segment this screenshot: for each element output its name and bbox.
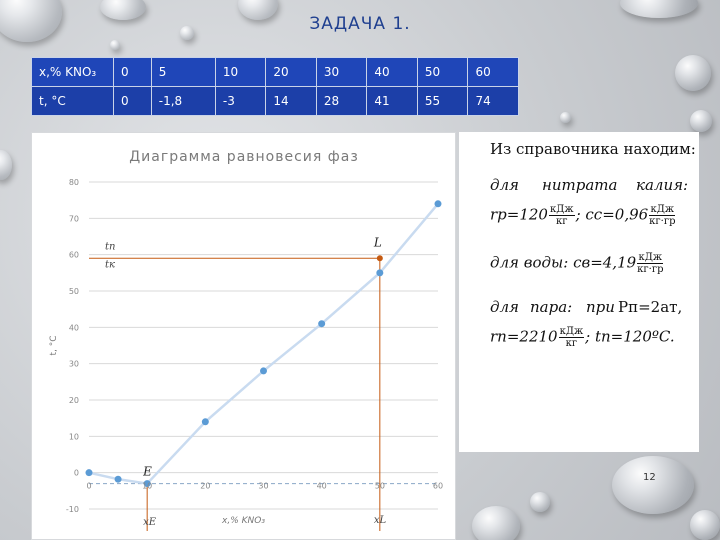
- chart-title: Диаграмма равновесия фаз: [129, 149, 359, 165]
- tk-label: tк: [105, 259, 115, 271]
- data-point: [318, 320, 325, 327]
- series-line: [89, 204, 438, 484]
- x-tick-label: 0: [86, 481, 92, 491]
- page-number: 12: [643, 472, 656, 483]
- table-cell: 0: [114, 87, 152, 116]
- table-cell: 50: [417, 58, 468, 87]
- text-fragment: rр=120: [490, 205, 548, 224]
- table-cell: 55: [417, 87, 468, 116]
- table-cell: 20: [266, 58, 317, 87]
- reference-panel: [459, 132, 699, 452]
- y-tick-label: -10: [65, 505, 79, 514]
- data-point: [202, 418, 209, 425]
- fraction-den: кг·гр: [649, 216, 676, 227]
- text-fragment: нитрата: [542, 176, 618, 194]
- fraction-den: кг: [556, 216, 568, 227]
- table-cell: 10: [215, 58, 266, 87]
- fraction: [637, 252, 663, 275]
- x-tick-label: 20: [200, 481, 211, 491]
- tn-label: tп: [105, 241, 116, 253]
- text-fragment: пара:: [530, 298, 573, 316]
- water-drop: [675, 55, 711, 91]
- fraction: [649, 204, 675, 227]
- water-drop: [530, 492, 550, 512]
- data-point: [260, 367, 267, 374]
- row-header: x,% KNO₃: [32, 58, 114, 87]
- fraction-num: кДж: [549, 204, 574, 215]
- data-table: [31, 57, 519, 116]
- reference-heading: Из справочника находим:: [490, 140, 696, 158]
- text-fragment: для: [490, 176, 519, 194]
- fraction: [549, 204, 575, 227]
- table-cell: 5: [151, 58, 215, 87]
- x-tick-label: 10: [142, 481, 153, 491]
- x-tick-label: 60: [432, 481, 444, 491]
- table-row: [32, 87, 519, 116]
- y-tick-label: 0: [73, 468, 79, 478]
- table-row: [32, 58, 519, 87]
- table-cell: -3: [215, 87, 266, 116]
- text-fragment: ; tп=120ºC.: [585, 327, 675, 346]
- slide-title: ЗАДАЧА 1.: [309, 14, 411, 34]
- water-drop: [690, 110, 712, 132]
- reference-line-water: [490, 252, 664, 275]
- x-tick-label: 40: [316, 481, 327, 491]
- data-point: [376, 269, 383, 276]
- y-tick-label: 40: [68, 323, 79, 333]
- table-cell: 41: [367, 87, 418, 116]
- fraction-num: кДж: [559, 326, 584, 337]
- water-drop: [110, 40, 120, 50]
- xE-label: xЕ: [143, 517, 157, 528]
- table-cell: 74: [468, 87, 519, 116]
- x-tick-label: 30: [258, 481, 269, 491]
- x-axis-label: x,% KNO₃: [222, 516, 265, 526]
- y-tick-label: 70: [68, 214, 79, 224]
- y-tick-label: 50: [68, 287, 79, 296]
- table-cell: 14: [266, 87, 317, 116]
- table-cell: -1,8: [151, 87, 215, 116]
- y-tick-label: 30: [68, 359, 79, 369]
- water-drop: [472, 506, 520, 540]
- text-fragment: Рп=2ат,: [618, 298, 683, 316]
- water-drop: [690, 510, 720, 540]
- table-cell: 60: [468, 58, 519, 87]
- reference-line-steam-values: [490, 326, 675, 349]
- fraction-num: кДж: [650, 204, 675, 215]
- L-point: [377, 255, 383, 261]
- water-drop: [560, 112, 571, 123]
- text-fragment: ; сс=0,96: [575, 205, 649, 224]
- y-axis-label: t, °C: [49, 335, 59, 356]
- y-tick-label: 60: [68, 250, 79, 260]
- table-cell: 28: [316, 87, 367, 116]
- fraction: [559, 326, 585, 349]
- text-fragment: для: [490, 298, 519, 316]
- E-label: E: [143, 464, 152, 479]
- data-point: [86, 469, 93, 476]
- chart-svg: [32, 133, 457, 540]
- table-cell: 40: [367, 58, 418, 87]
- phase-diagram-chart: [31, 132, 456, 540]
- y-tick-label: 80: [68, 178, 79, 187]
- text-fragment: калия:: [636, 176, 689, 194]
- text-fragment: для воды: св=4,19: [490, 253, 637, 272]
- fraction-den: кг·гр: [637, 264, 664, 275]
- fraction-den: кг: [565, 338, 578, 349]
- water-drop: [612, 456, 694, 514]
- reference-line-heats: [490, 204, 676, 227]
- table-cell: 30: [316, 58, 367, 87]
- data-point: [435, 200, 442, 207]
- y-tick-label: 20: [68, 396, 79, 405]
- text-fragment: при: [586, 298, 615, 316]
- L-label: L: [373, 235, 382, 250]
- x-tick-label: 50: [374, 481, 385, 491]
- xL-label: xL: [373, 515, 387, 526]
- table-cell: 0: [114, 58, 152, 87]
- data-point: [115, 476, 122, 483]
- fraction-num: кДж: [638, 252, 663, 263]
- text-fragment: rп=2210: [490, 327, 558, 346]
- row-header: t, °C: [32, 87, 114, 116]
- y-tick-label: 10: [68, 432, 79, 442]
